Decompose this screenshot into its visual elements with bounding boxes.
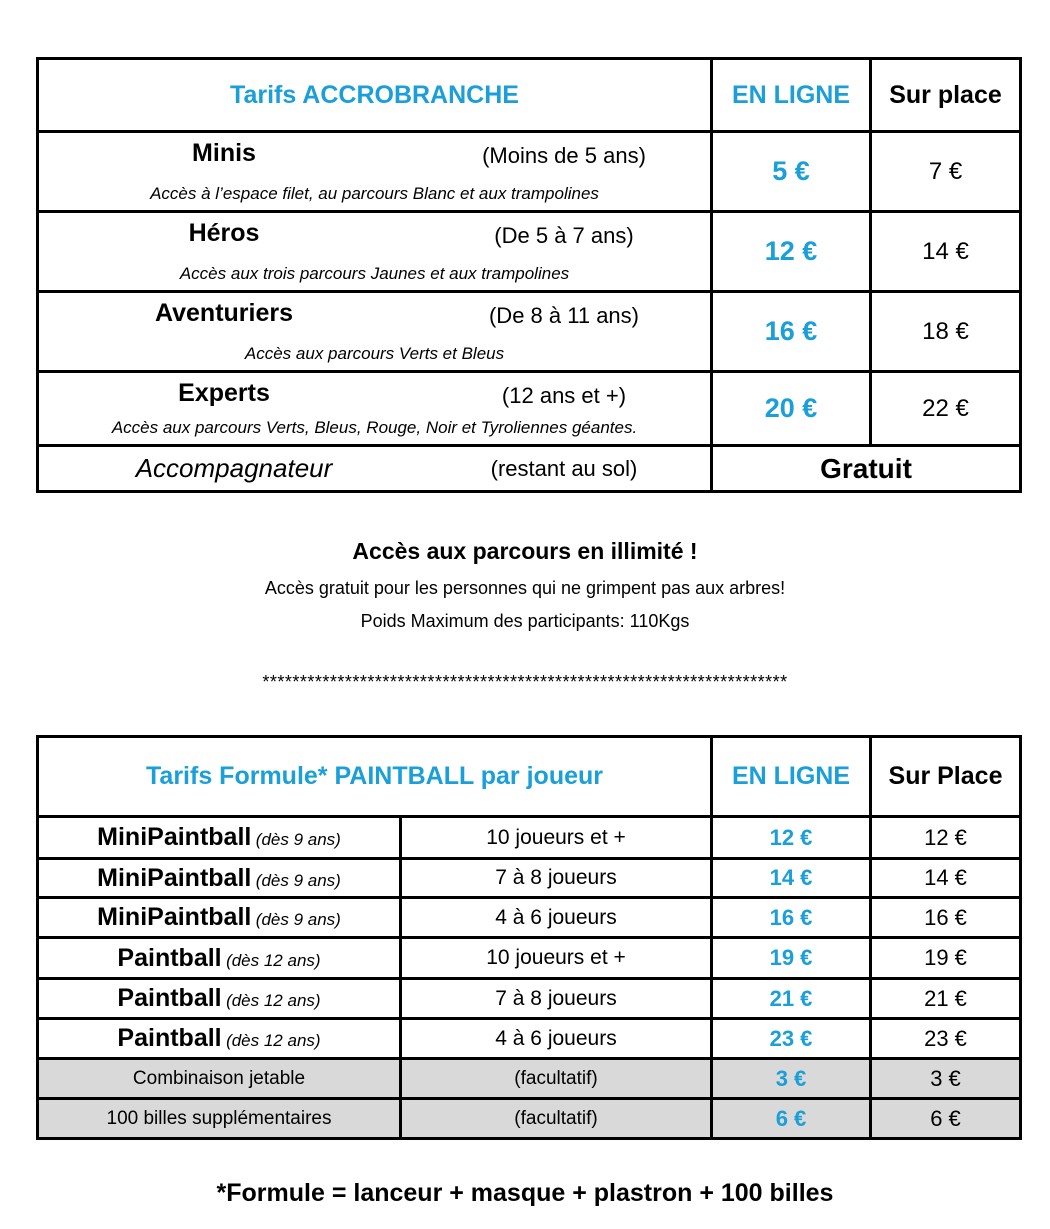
price-online: 12 € [712, 212, 871, 292]
accrobranche-price-table [36, 57, 1022, 493]
category-cell [38, 212, 712, 292]
formula-age: (dès 12 ans) [226, 950, 321, 970]
formula-age: (dès 9 ans) [255, 910, 341, 929]
table-header-row [38, 737, 1021, 817]
column-online-header: EN LIGNE [712, 737, 871, 817]
table-header-row [38, 59, 1021, 132]
accompagnateur-note: (restant au sol) [490, 456, 638, 481]
price-onsite: 14 € [871, 212, 1021, 292]
column-online-header: EN LIGNE [712, 59, 871, 132]
option-note: (facultatif) [401, 1099, 712, 1139]
table-row [38, 898, 1021, 938]
table-row [38, 859, 1021, 898]
price-online: 12 € [712, 817, 871, 859]
price-onsite: 23 € [871, 1019, 1021, 1059]
table-row [38, 292, 1021, 372]
table-row [38, 938, 1021, 979]
category-cell [38, 292, 712, 372]
category-cell [38, 132, 712, 212]
formula-cell [38, 859, 401, 898]
players-count: 7 à 8 joueurs [401, 979, 712, 1019]
category-age: (De 8 à 11 ans) [488, 303, 639, 328]
price-onsite: 6 € [871, 1099, 1021, 1139]
price-onsite: 22 € [871, 372, 1021, 446]
formula-cell [38, 1019, 401, 1059]
separator: ********************************************************************** [262, 672, 788, 692]
players-count: 10 joueurs et + [401, 938, 712, 979]
players-count: 4 à 6 joueurs [401, 898, 712, 938]
price-online: 3 € [712, 1059, 871, 1099]
option-row [38, 1059, 1021, 1099]
formula-age: (dès 9 ans) [255, 870, 341, 890]
formula-cell [38, 817, 401, 859]
accrobranche-title: Tarifs ACCROBRANCHE [38, 59, 712, 132]
formula-cell [38, 898, 401, 938]
option-name: Combinaison jetable [38, 1059, 401, 1099]
price-online: 5 € [712, 132, 871, 212]
info-title: Accès aux parcours en illimité ! [352, 538, 698, 564]
option-note: (facultatif) [401, 1059, 712, 1099]
players-count: 7 à 8 joueurs [401, 859, 712, 898]
accompagnateur-label: Accompagnateur [135, 453, 333, 483]
price-online: 19 € [712, 938, 871, 979]
formula-name: MiniPaintball [97, 903, 252, 931]
category-description: Accès à l’espace filet, au parcours Blanc et aux trampolines [150, 184, 599, 203]
column-onsite-header: Sur place [871, 59, 1021, 132]
accompagnateur-row [38, 446, 1021, 492]
formula-name: MiniPaintball [97, 863, 252, 892]
price-online: 14 € [712, 859, 871, 898]
formula-name: MiniPaintball [97, 823, 252, 851]
category-name: Minis [192, 139, 256, 167]
formula-name: Paintball [117, 943, 222, 972]
formula-age: (dès 12 ans) [226, 1031, 321, 1050]
price-online: 16 € [712, 292, 871, 372]
price-online: 6 € [712, 1099, 871, 1139]
price-online: 21 € [712, 979, 871, 1019]
price-onsite: 14 € [871, 859, 1021, 898]
paintball-title: Tarifs Formule* PAINTBALL par joueur [38, 737, 712, 817]
category-name: Aventuriers [154, 299, 293, 327]
category-description: Accès aux trois parcours Jaunes et aux trampolines [179, 264, 570, 283]
table-row [38, 979, 1021, 1019]
formula-footnote: *Formule = lanceur + masque + plastron + 100 billes [216, 1179, 834, 1207]
category-cell [38, 372, 712, 446]
accompagnateur-price: Gratuit [712, 446, 1021, 492]
price-online: 20 € [712, 372, 871, 446]
table-row [38, 817, 1021, 859]
price-onsite: 21 € [871, 979, 1021, 1019]
price-onsite: 7 € [871, 132, 1021, 212]
price-onsite: 3 € [871, 1059, 1021, 1099]
price-onsite: 12 € [871, 817, 1021, 859]
players-count: 4 à 6 joueurs [401, 1019, 712, 1059]
price-onsite: 18 € [871, 292, 1021, 372]
price-onsite: 19 € [871, 938, 1021, 979]
formula-age: (dès 12 ans) [226, 991, 321, 1010]
info-max-weight: Poids Maximum des participants: 110Kgs [360, 611, 690, 631]
table-row [38, 132, 1021, 212]
price-onsite: 16 € [871, 898, 1021, 938]
players-count: 10 joueurs et + [401, 817, 712, 859]
category-age: (12 ans et +) [501, 383, 627, 408]
formula-age: (dès 9 ans) [255, 830, 341, 849]
price-online: 16 € [712, 898, 871, 938]
formula-name: Paintball [117, 984, 222, 1012]
option-row [38, 1099, 1021, 1139]
category-cell [38, 446, 712, 492]
formula-cell [38, 979, 401, 1019]
info-free-access: Accès gratuit pour les personnes qui ne grimpent pas aux arbres! [264, 578, 786, 598]
option-name: 100 billes supplémentaires [38, 1099, 401, 1139]
table-row [38, 1019, 1021, 1059]
category-description: Accès aux parcours Verts et Bleus [244, 344, 505, 363]
column-onsite-header: Sur Place [871, 737, 1021, 817]
paintball-price-table [36, 735, 1022, 1140]
category-name: Héros [188, 219, 260, 247]
formula-cell [38, 938, 401, 979]
category-age: (Moins de 5 ans) [482, 143, 646, 168]
category-name: Experts [178, 379, 270, 407]
category-description: Accès aux parcours Verts, Bleus, Rouge, Noir et Tyroliennes géantes. [111, 418, 638, 437]
category-age: (De 5 à 7 ans) [494, 223, 634, 248]
formula-name: Paintball [117, 1024, 222, 1052]
table-row [38, 372, 1021, 446]
price-online: 23 € [712, 1019, 871, 1059]
table-row [38, 212, 1021, 292]
